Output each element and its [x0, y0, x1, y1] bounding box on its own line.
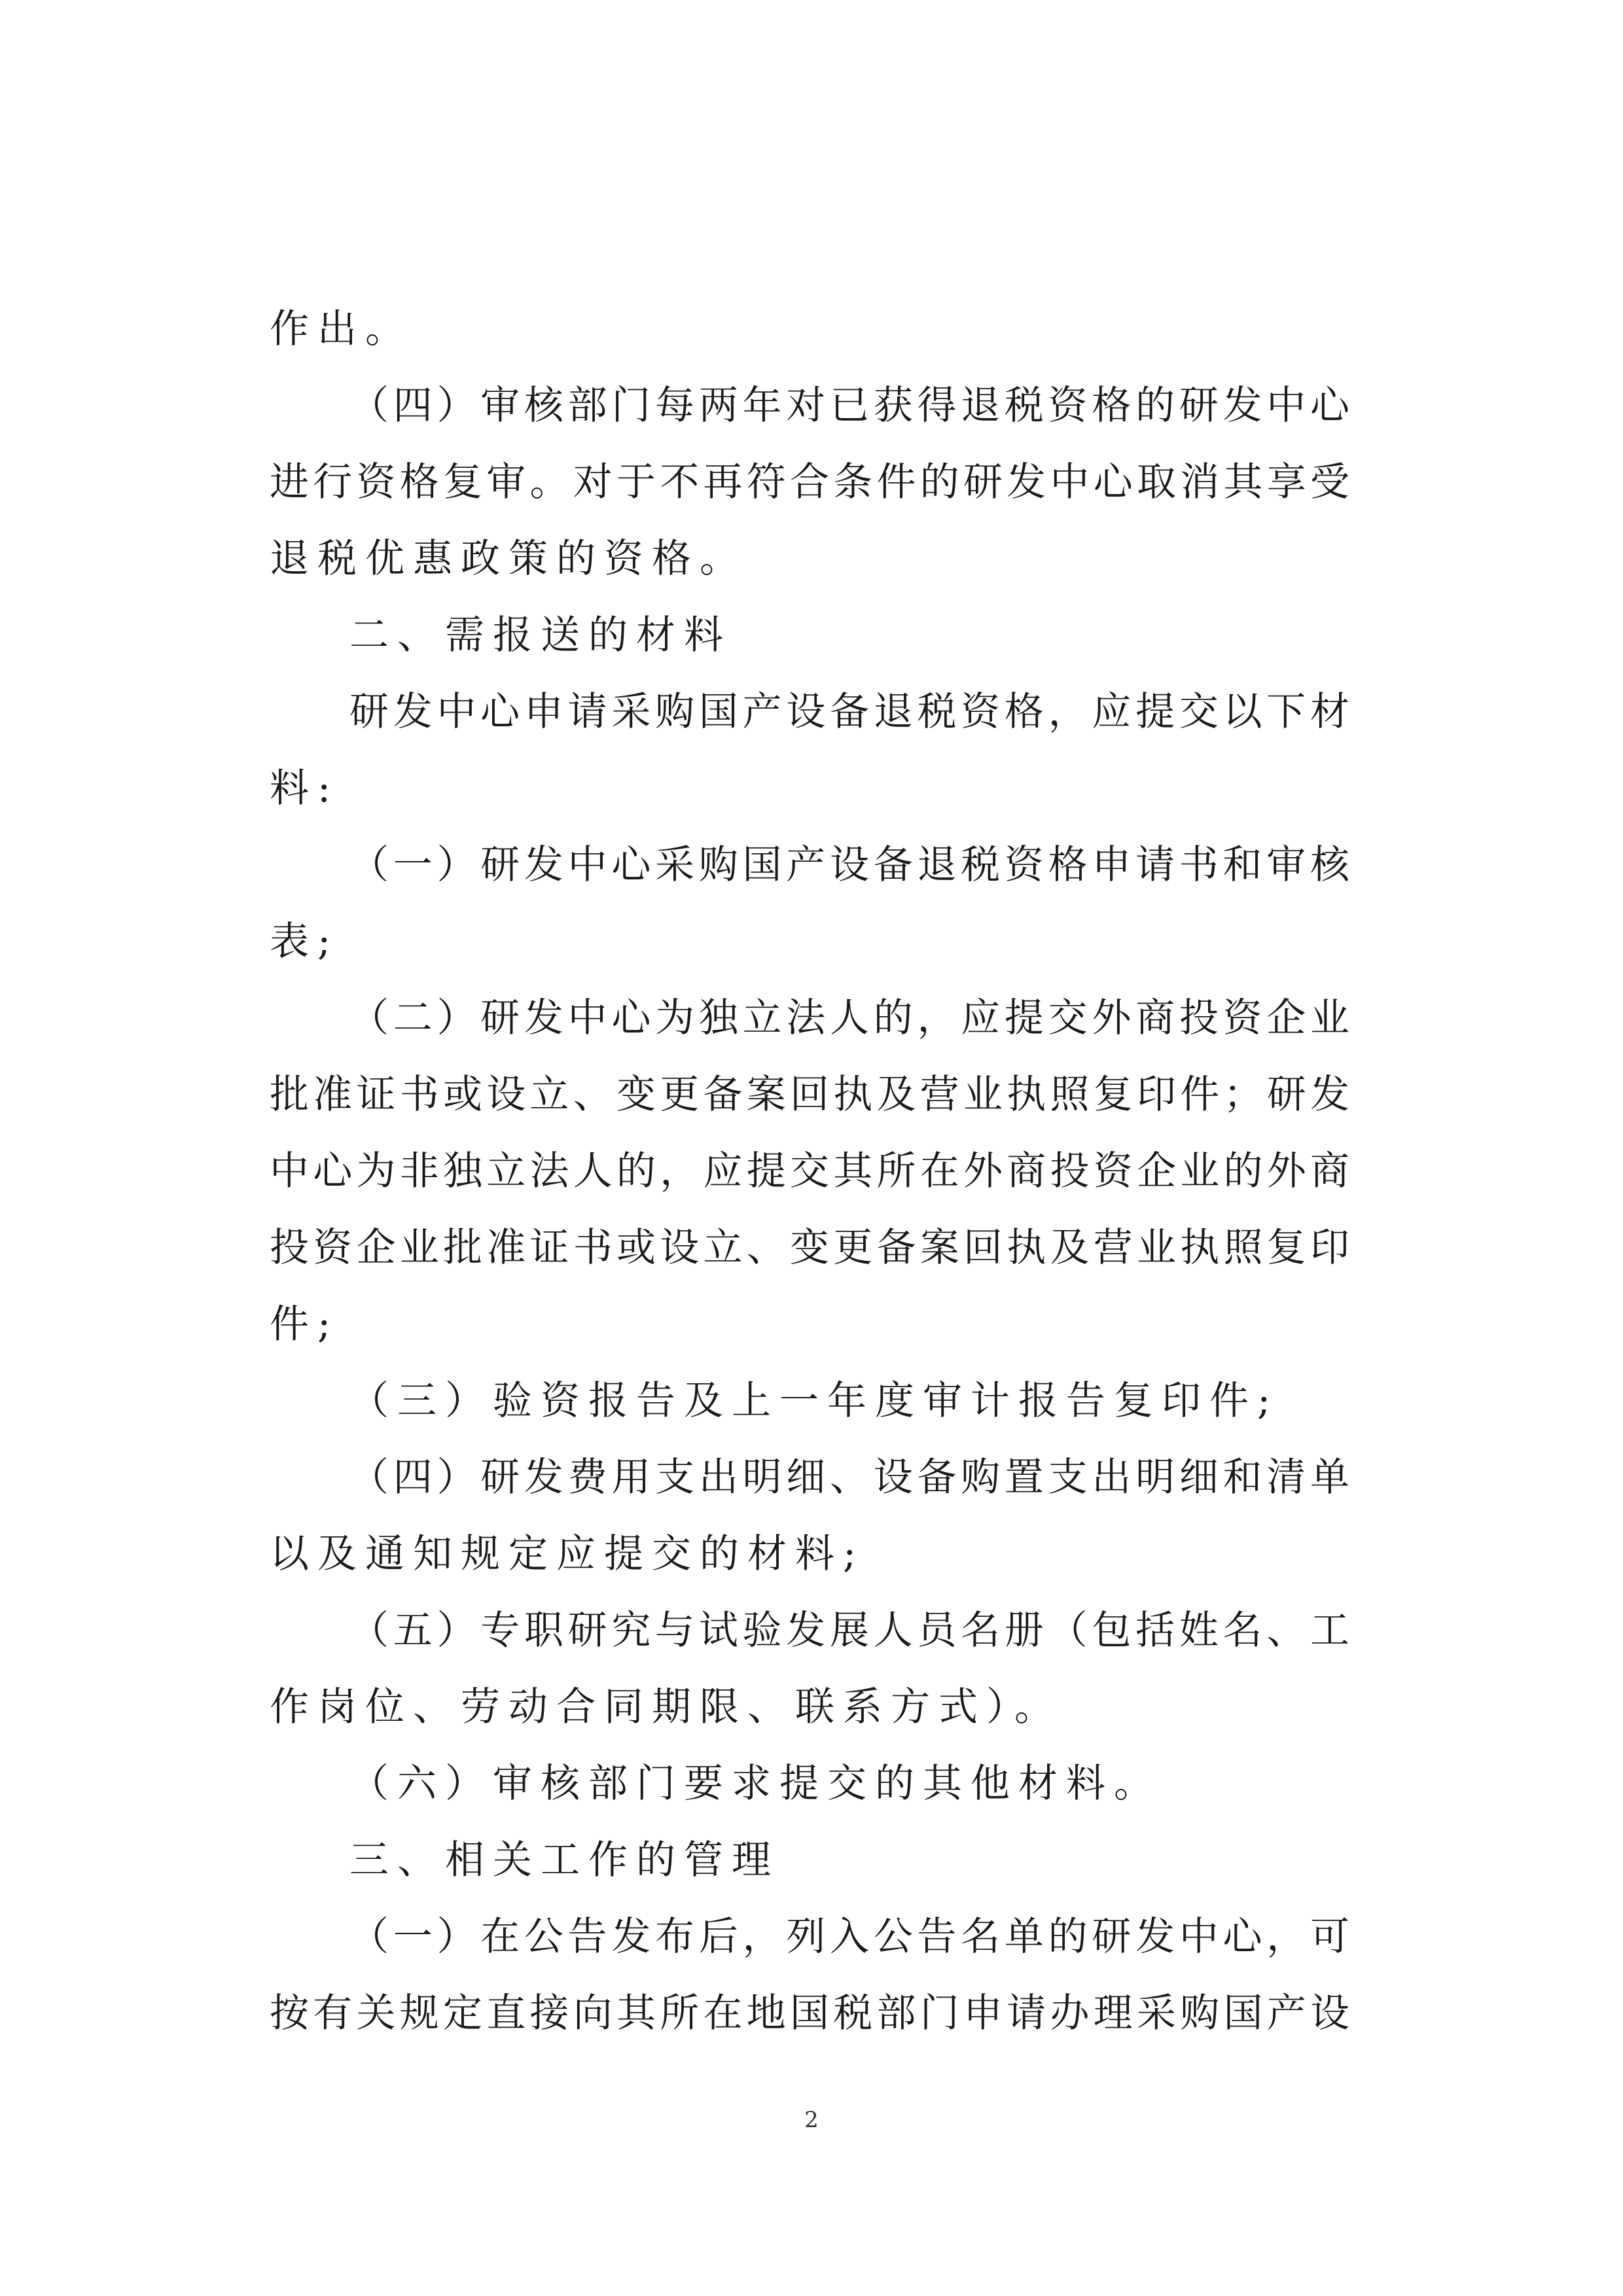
text-line: （六）审核部门要求提交的其他材料。 [349, 1761, 1162, 1807]
text-line: 投资企业批准证书或设立、变更备案回执及营业执照复印 [270, 1225, 1349, 1271]
text-line: 以及通知规定应提交的材料; [270, 1531, 865, 1577]
text-line: （四）审核部门每两年对已获得退税资格的研发中心 [349, 383, 1349, 429]
text-line: 批准证书或设立、变更备案回执及营业执照复印件；研发 [270, 1072, 1349, 1118]
text-line: 中心为非独立法人的，应提交其所在外商投资企业的外商 [270, 1148, 1349, 1194]
text-line: （三）验资报告及上一年度审计报告复印件; [349, 1378, 1279, 1424]
text-line: 作出。 [270, 306, 413, 352]
page-number: 2 [804, 2107, 819, 2133]
text-line: 退税优惠政策的资格。 [270, 536, 747, 582]
text-line: 按有关规定直接向其所在地国税部门申请办理采购国产设 [270, 1990, 1349, 2036]
document-body [270, 291, 1349, 2052]
text-line: 料: [270, 766, 340, 811]
text-line: （一）研发中心采购国产设备退税资格申请书和审核 [349, 842, 1349, 888]
text-line: （一）在公告发布后，列入公告名单的研发中心，可 [349, 1914, 1349, 1960]
text-line: 作岗位、劳动合同期限、联系方式）。 [270, 1684, 1062, 1730]
text-line: 表; [270, 919, 340, 964]
text-line: （五）专职研究与试验发展人员名册（包括姓名、工 [349, 1608, 1349, 1653]
text-line: （四）研发费用支出明细、设备购置支出明细和清单 [349, 1455, 1349, 1500]
text-line: 件; [270, 1301, 340, 1347]
section-heading: 二、需报送的材料 [349, 612, 732, 658]
text-line: 研发中心申请采购国产设备退税资格，应提交以下材 [349, 689, 1349, 735]
text-line: 进行资格复审。对于不再符合条件的研发中心取消其享受 [270, 459, 1349, 505]
section-heading: 三、相关工作的管理 [349, 1837, 779, 1883]
text-line: （二）研发中心为独立法人的，应提交外商投资企业 [349, 995, 1349, 1041]
